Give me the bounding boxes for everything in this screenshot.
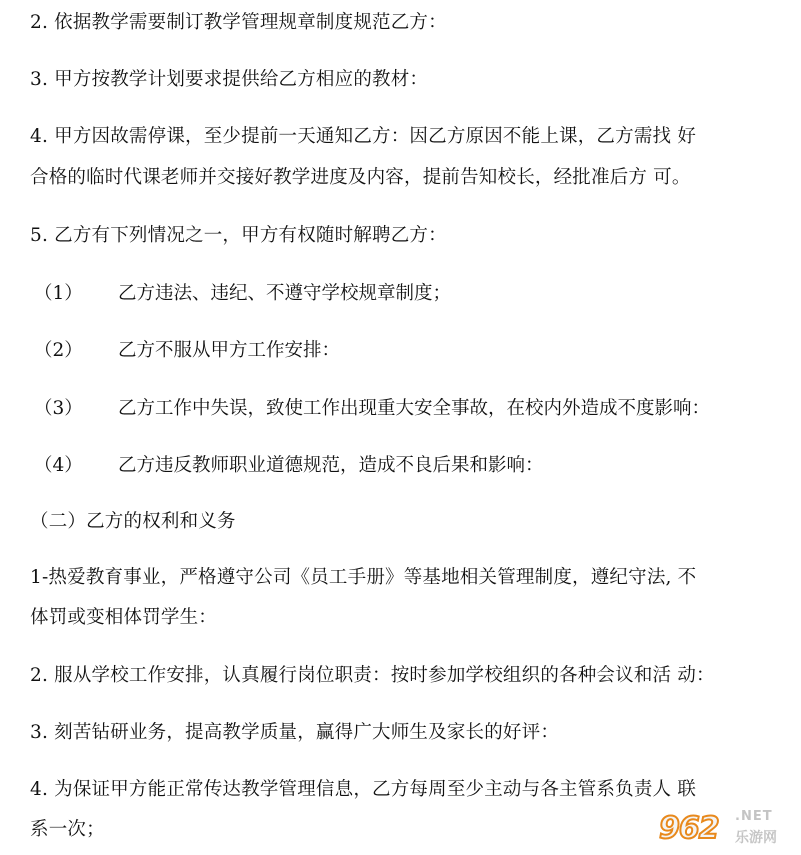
paragraph-line: 2. 服从学校工作安排，认真履行岗位职责：按时参加学校组织的各种会议和活 动：: [30, 665, 715, 686]
list-item-text: 乙方工作中失误，致使工作出现重大安全事故，在校内外造成不度影响：: [118, 398, 711, 419]
list-item-number: （3）: [34, 398, 83, 419]
list-item-number: （2）: [34, 340, 83, 361]
section-heading: （二）乙方的权利和义务: [30, 511, 236, 532]
watermark-number: 962: [659, 811, 719, 846]
watermark-suffix: .NET: [735, 809, 773, 824]
list-item-number: （4）: [34, 455, 83, 476]
list-item-text: 乙方违反教师职业道德规范，造成不良后果和影响：: [118, 455, 544, 476]
paragraph-line: 1-热爱教育事业，严格遵守公司《员工手册》等基地相关管理制度，遵纪守法, 不: [30, 567, 697, 588]
paragraph-line: 4. 甲方因故需停课，至少提前一天通知乙方：因乙方原因不能上课，乙方需找 好: [30, 126, 697, 147]
paragraph-line: 3. 刻苦钻研业务，提高教学质量，赢得广大师生及家长的好评：: [30, 722, 560, 743]
paragraph-line: 3. 甲方按教学计划要求提供给乙方相应的教材：: [30, 69, 429, 90]
watermark-logo: [659, 807, 797, 853]
list-item: [34, 282, 451, 306]
list-item: [34, 397, 710, 421]
list-item-text: 乙方违法、违纪、不遵守学校规章制度；: [118, 283, 452, 304]
paragraph-line: 系一次；: [30, 819, 105, 840]
paragraph-line: 4. 为保证甲方能正常传达教学管理信息，乙方每周至少主动与各主管系负责人 联: [30, 779, 697, 800]
watermark-site-name: 乐游网: [735, 830, 777, 846]
paragraph-line: 体罚或变相体罚学生：: [30, 607, 218, 628]
list-item: [34, 339, 340, 363]
paragraph-line: 2. 依据教学需要制订教学管理规章制度规范乙方：: [30, 12, 447, 33]
list-item-number: （1）: [34, 283, 83, 304]
paragraph-line: 合格的临时代课老师并交接好教学进度及内容，提前告知校长，经批准后方 可。: [30, 167, 691, 188]
paragraph-line: 5. 乙方有下列情况之一，甲方有权随时解聘乙方：: [30, 225, 447, 246]
list-item: [34, 454, 544, 478]
list-item-text: 乙方不服从甲方工作安排：: [118, 340, 341, 361]
